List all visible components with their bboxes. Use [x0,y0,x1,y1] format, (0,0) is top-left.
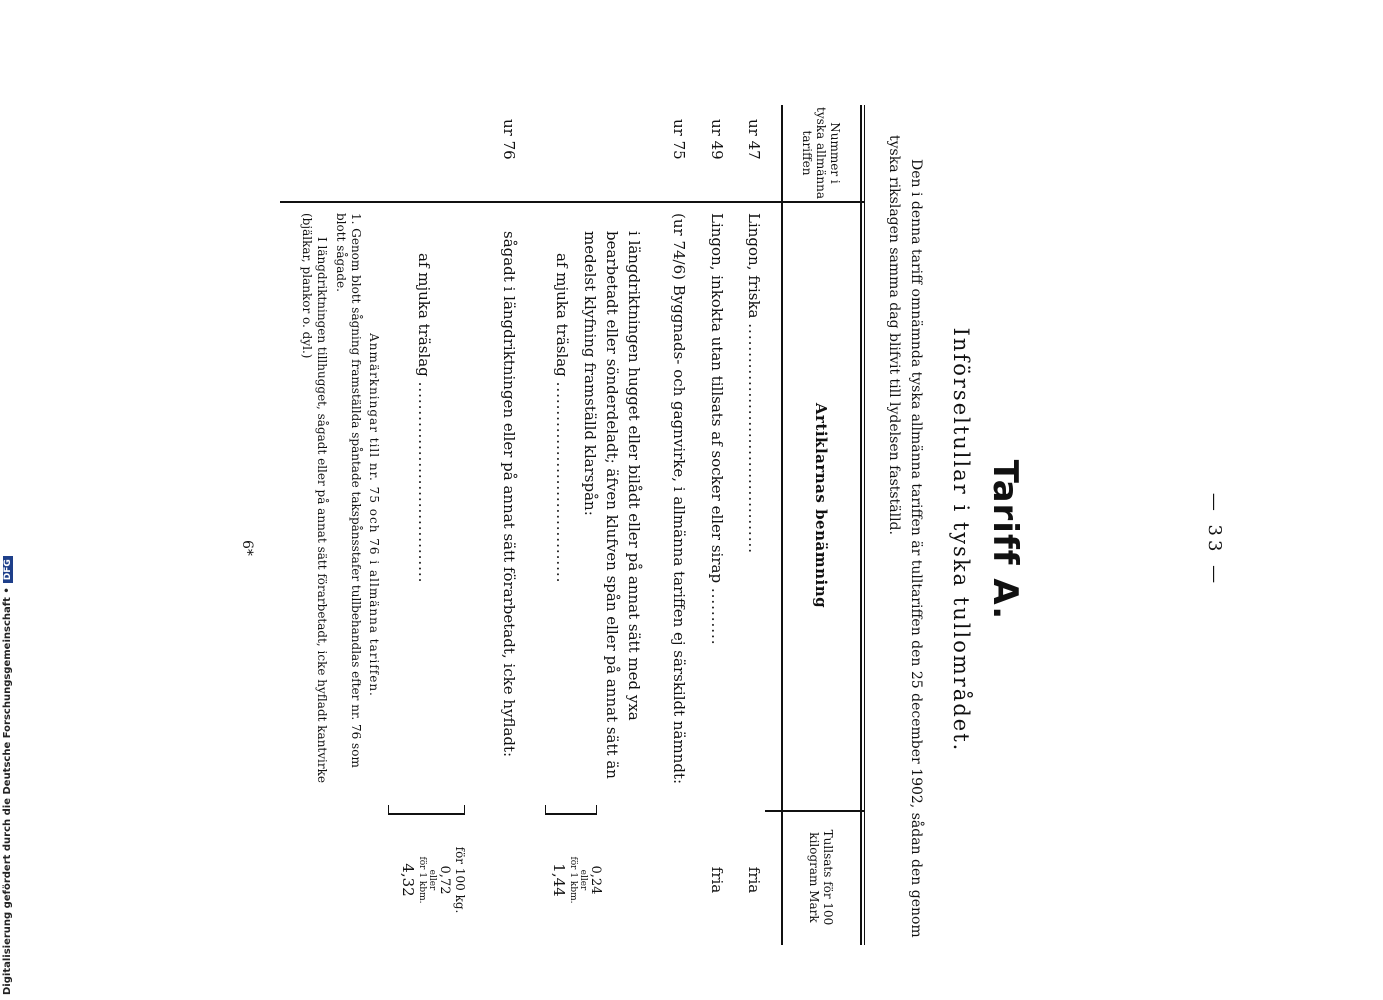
rate-block-75 [550,820,603,940]
rate-per: för 1 kbm. [417,856,427,904]
table-top-rule [864,105,865,945]
row-article: (ur 74/6) Byggnads- och gagnvirke, i allmänna tariffen ej särskildt nämndt: [670,213,688,785]
column-divider-1 [280,201,865,203]
row-article [551,213,573,803]
row-leader-dots: ................................... [415,381,433,584]
tariff-table [280,105,865,945]
rate-or: eller [427,869,437,891]
rate-value: 0,24 [588,865,603,895]
bracket [388,805,465,815]
bracket [545,805,597,815]
rate-per: för 100 kg. [453,846,467,914]
row-leader-dots: ................................... [553,381,571,584]
note-2: I längdriktningen tillhugget, sågadt eller på annat sätt förarbetadt, icke hyfladt kantvirke (bjälkar, plankor o. dyl.) [300,213,329,783]
note-1: 1. Genom blott sågning framställda spåntade takspånsstafer tullbehandlas efter nr. 76 som blott sågade. [334,213,363,768]
dfg-credit-text: Digitalisierung gefördert durch die Deutsche Forschungsgemeinschaft • [2,587,13,995]
notes-heading: Anmärkningar till nr. 75 och 76 i allmänna tariffen. [367,333,381,697]
row-article [706,213,728,803]
row-article-text: af mjuka träslag [553,253,571,377]
row-number: ur 49 [708,119,726,160]
header-number: Nummer i tyska allmänna tariffen [800,107,842,199]
signature-mark: 6* [239,540,255,556]
row-article-text: Lingon, inkokta utan tillsats af socker eller sirap [708,213,726,584]
row-article [743,213,765,803]
row-number: ur 75 [670,119,688,160]
page-subtitle: Införseltullar i tyska tullområdet. [949,327,973,753]
row-leader-dots: ........................................ [745,323,763,555]
page-title: Tariff A. [985,459,1025,621]
rate-value: 4,32 [399,863,417,897]
row-rate: fria [745,866,763,894]
row-article-text: Lingon, friska [745,213,763,319]
header-article: Artiklarnas benämning [812,402,830,609]
rate-value: 1,44 [550,863,568,897]
row-article [413,213,435,803]
row-leader-dots: .......... [708,587,726,646]
row-article: sågadt i längdriktningen eller på annat sätt förarbetadt, icke hyfladt: [500,231,518,758]
rate-value: 0,72 [437,865,452,895]
row-number: ur 76 [500,119,518,160]
table-top-rule-thick [860,105,862,945]
rate-per: för 1 kbm. [568,856,578,904]
rate-block-76 [399,820,467,940]
row-article-text: af mjuka träslag [415,253,433,377]
row-number: ur 47 [745,119,763,160]
rotated-content [185,75,1245,1000]
row-rate: fria [708,866,726,894]
row-article: i längdriktningen hugget eller bilådt eller på annat sätt med yxa bearbetadt eller sönderdeladt; äfven klufven spån eller på annat sätt än medelst klyfning framställd klarspån: [581,231,643,779]
dfg-credit [2,295,13,995]
header-rate: Tullsats för 100 kilogram Mark [807,829,835,926]
page-number: — 33 — [1204,492,1225,588]
dfg-logo: DFG [3,556,13,583]
intro-paragraph: Den i denna tariff omnämnda tyska allmänna tariffen är tulltariffen den 25 december 1902, sådan den genom tyska rikslagen samma dag blifvit till lydelsen fastställd. [886,135,924,938]
rate-or: eller [578,869,588,891]
